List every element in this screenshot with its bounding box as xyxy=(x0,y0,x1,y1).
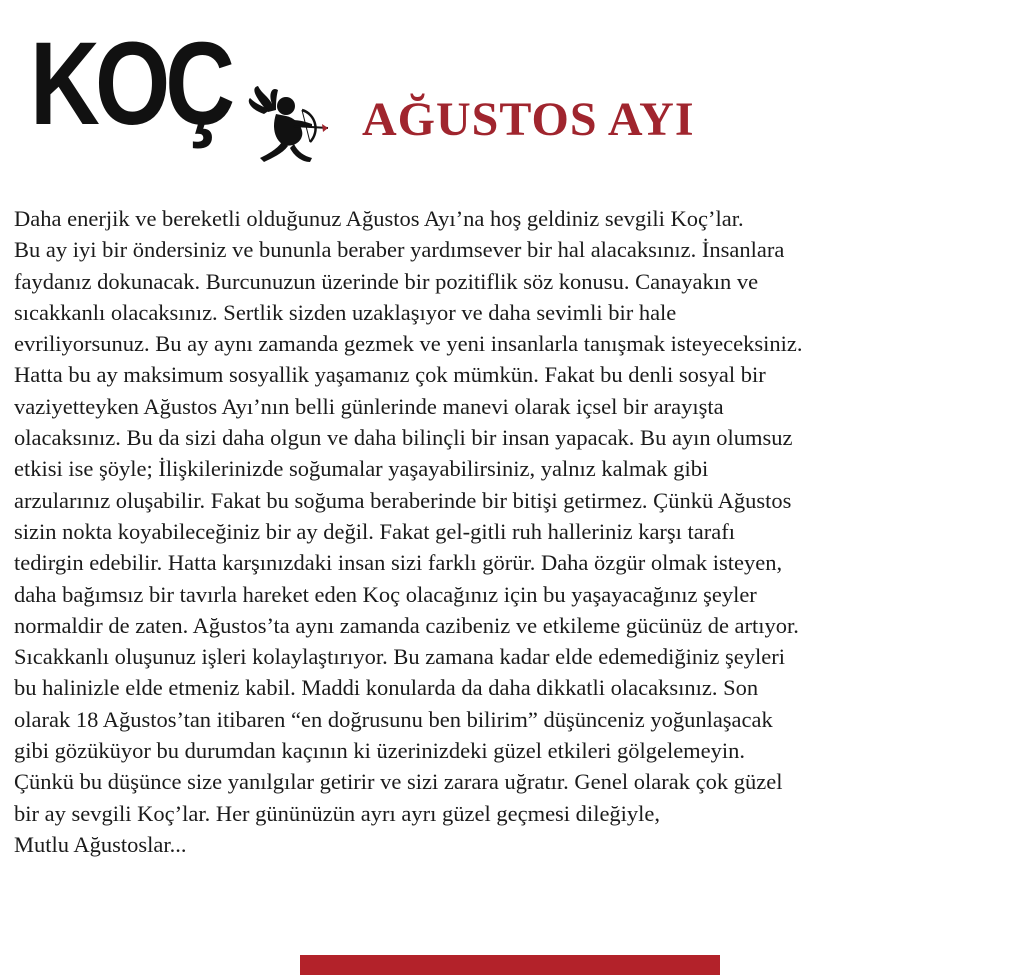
text-line: Bu ay iyi bir öndersiniz ve bununla beraber yardımsever bir hal alacaksınız. İnsanlara xyxy=(14,237,785,263)
text-line: etkisi ise şöyle; İlişkilerinizde soğumalar yaşayabilirsiniz, yalnız kalmak gibi xyxy=(14,456,709,482)
text-line: vaziyetteyken Ağustos Ayı’nın belli günlerinde manevi olarak içsel bir arayışta xyxy=(14,393,724,419)
text-line: normaldir de zaten. Ağustos’ta aynı zamanda cazibeniz ve etkileme gücünüz de artıyor. xyxy=(14,612,799,638)
text-line: arzularınız oluşabilir. Fakat bu soğuma beraberinde bir bitişi getirmez. Çünkü Ağustos xyxy=(14,487,792,513)
text-line: tedirgin edebilir. Hatta karşınızdaki insan sizi farklı görür. Daha özgür olmak isteyen, xyxy=(14,550,783,576)
text-line: bu halinizle elde etmeniz kabil. Maddi konularda da daha dikkatli olacaksınız. Son xyxy=(14,675,759,701)
text-line: olacaksınız. Bu da sizi daha olgun ve daha bilinçli bir insan yapacak. Bu ayın olumsuz xyxy=(14,425,793,451)
text-line: Mutlu Ağustoslar... xyxy=(14,831,187,857)
text-line: sıcakkanlı olacaksınız. Sertlik sizden uzaklaşıyor ve daha sevimli bir hale xyxy=(14,299,677,325)
text-line: olarak 18 Ağustos’tan itibaren “en doğrusunu ben bilirim” düşünceniz yoğunlaşacak xyxy=(14,706,773,732)
month-heading: AĞUSTOS AYI xyxy=(362,93,695,146)
text-line: faydanız dokunacak. Burcunuzun üzerinde bir pozitiflik söz konusu. Canayakın ve xyxy=(14,268,759,294)
text-line: bir ay sevgili Koç’lar. Her gününüzün ayrı ayrı güzel geçmesi dileğiyle, xyxy=(14,800,661,826)
text-line: daha bağımsız bir tavırla hareket eden Koç olacağınız için bu yaşayacağınız şeyler xyxy=(14,581,757,607)
text-line: sizin nokta koyabileceğiniz bir ay değil. Fakat gel-gitli ruh halleriniz karşı tarafı xyxy=(14,518,736,544)
cupid-icon xyxy=(246,84,330,164)
footer-band xyxy=(300,955,720,975)
text-line: Daha enerjik ve bereketli olduğunuz Ağustos Ayı’na hoş geldiniz sevgili Koç’lar. xyxy=(14,206,744,231)
horoscope-text xyxy=(14,203,1004,860)
text-line: gibi gözüküyor bu durumdan kaçının ki üzerinizdeki güzel etkileri gölgelemeyin. xyxy=(14,738,746,764)
text-line: Sıcakkanlı oluşunuz işleri kolaylaştırıyor. Bu zamana kadar elde edemediğiniz şeyleri xyxy=(14,644,786,670)
text-line: evriliyorsunuz. Bu ay aynı zamanda gezmek ve yeni insanlarla tanışmak isteyeceksiniz. xyxy=(14,331,803,357)
text-line: Hatta bu ay maksimum sosyallik yaşamanız çok mümkün. Fakat bu denli sosyal bir xyxy=(14,362,766,388)
zodiac-title: KOÇ xyxy=(30,18,231,150)
text-line: Çünkü bu düşünce size yanılgılar getirir ve sizi zarara uğratır. Genel olarak çok güzel xyxy=(14,769,783,795)
